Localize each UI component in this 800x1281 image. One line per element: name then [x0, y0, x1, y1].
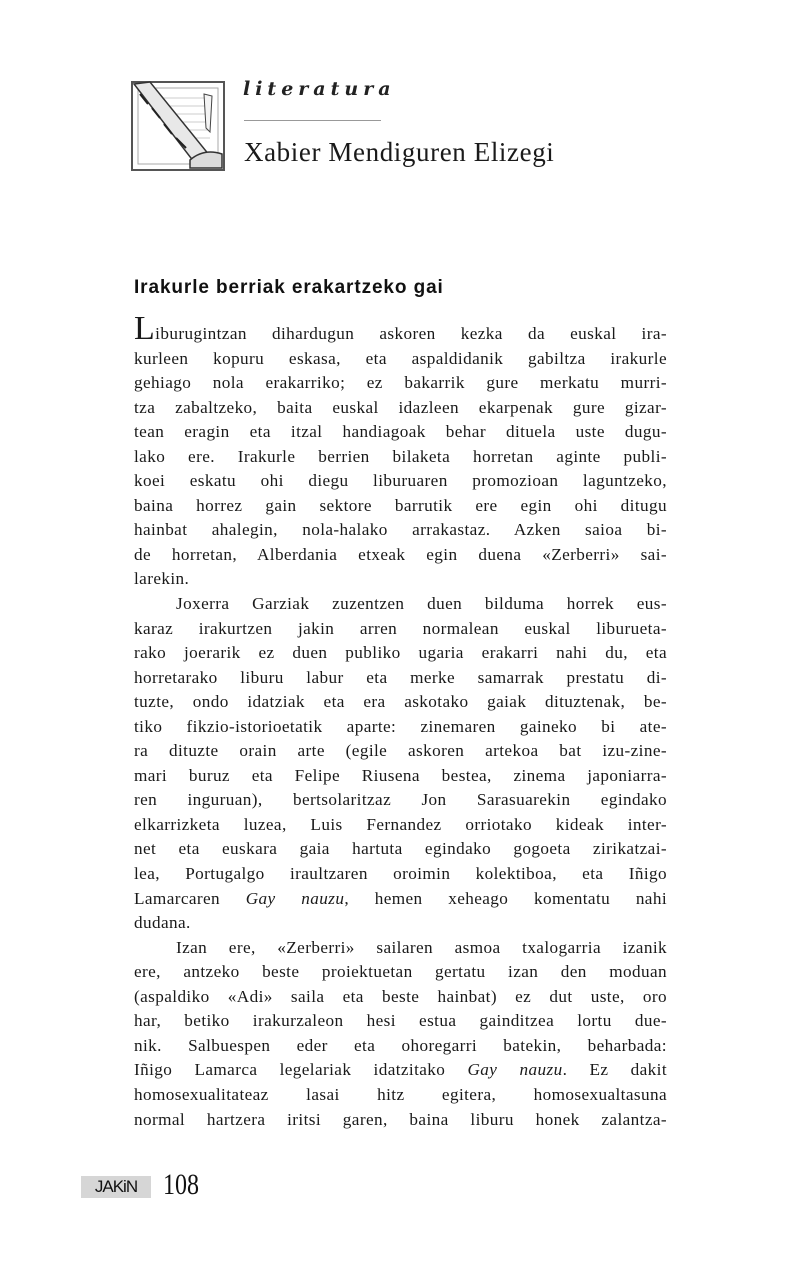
- section-divider: [244, 120, 381, 121]
- text-line: har, betiko irakurzaleon hesi estua gainditzea lortu due-: [134, 1011, 667, 1031]
- text-line: baina horrez gain sektore barrutik ere egin ohi ditugu: [134, 495, 667, 515]
- text-line: horretarako liburu labur eta merke samarrak prestatu di-: [134, 667, 667, 687]
- book-title: Gay nauzu: [467, 1060, 563, 1080]
- journal-badge: JAKiN: [81, 1176, 151, 1198]
- text-line: Iñigo Lamarca legelariak idatzitako Gay nauzu. Ez dakit: [134, 1060, 667, 1080]
- text-line: gehiago nola erakarriko; ez bakarrik gure merkatu murri-: [134, 373, 667, 393]
- text-line: nik. Salbuespen eder eta ohoregarri batekin, beharbada:: [134, 1035, 667, 1055]
- text-line: tean eragin eta itzal handiagoak behar dituela uste dugu-: [134, 422, 667, 442]
- text-line: ere, antzeko beste proiektuetan gertatu izan den moduan: [134, 962, 667, 982]
- text-line: lea, Portugalgo iraultzaren oroimin kolektiboa, eta Iñigo: [134, 864, 667, 884]
- text-line: de horretan, Alberdania etxeak egin duena «Zerberri» sai-: [134, 544, 667, 564]
- text-line: rako joerarik ez duen publiko ugaria erakarri nahi du, eta: [134, 643, 667, 663]
- text-line: dudana.: [134, 913, 191, 933]
- text-line: tuzte, ondo idatziak eta era askotako gaiak dituztenak, be-: [134, 692, 667, 712]
- text-line: elkarrizketa luzea, Luis Fernandez orriotako kideak inter-: [134, 814, 667, 834]
- text-line: (aspaldiko «Adi» saila eta beste hainbat) ez dut uste, oro: [134, 986, 667, 1006]
- text-line: normal hartzera iritsi garen, baina liburu honek zalantza-: [134, 1109, 667, 1129]
- page-number: 108: [163, 1168, 199, 1201]
- author-name: Xabier Mendiguren Elizegi: [244, 137, 555, 167]
- text-line: kurleen kopuru eskasa, eta aspaldidanik gabiltza irakurle: [134, 348, 667, 368]
- text-line: mari buruz eta Felipe Riusena bestea, zinema japoniarra-: [134, 765, 667, 785]
- text-line: tza zabaltzeko, baita euskal idazleen ekarpenak gure gizar-: [134, 397, 667, 417]
- drop-cap: L: [134, 310, 156, 347]
- book-title: Gay nauzu: [245, 888, 345, 908]
- text-line: hainbat ahalegin, nola-halako arrakastaz. Azken saioa bi-: [134, 520, 667, 540]
- text-line: lako ere. Irakurle berrien bilaketa horretan aginte publi-: [134, 446, 667, 466]
- article-body: [134, 310, 668, 1132]
- text-line: tiko fikzio-istorioetatik aparte: zinemaren gaineko bi ate-: [134, 716, 667, 736]
- text-line: larekin.: [134, 569, 190, 589]
- article-heading: Irakurle berriak erakartzeko gai: [134, 277, 444, 298]
- text-line: Joxerra Garziak zuzentzen duen bilduma horrek eus-: [176, 594, 667, 614]
- text-line: Liburugintzan dihardugun askoren kezka da euskal ira-: [134, 310, 667, 347]
- text-line: ren inguruan), bertsolaritzaz Jon Sarasuarekin egindako: [134, 790, 667, 810]
- text-line: homosexualitateaz lasai hitz egitera, homosexualtasuna: [134, 1084, 667, 1104]
- text-line: ra dituzte orain arte (egile askoren artekoa bat izu-zine-: [134, 741, 667, 761]
- text-line: Izan ere, «Zerberri» sailaren asmoa txalogarria izanik: [176, 937, 667, 957]
- text-line: Lamarcaren Gay nauzu, hemen xeheago komentatu nahi: [134, 888, 668, 908]
- text-line: net eta euskara gaia hartuta egindako gogoeta zirikatzai-: [134, 839, 667, 859]
- literature-book-quill-icon: [130, 78, 228, 174]
- text-line: karaz irakurtzen jakin arren normalean euskal liburueta-: [134, 618, 667, 638]
- section-label: literatura: [243, 78, 396, 100]
- text-line: koei eskatu ohi diegu liburuaren promozioan laguntzeko,: [134, 471, 667, 491]
